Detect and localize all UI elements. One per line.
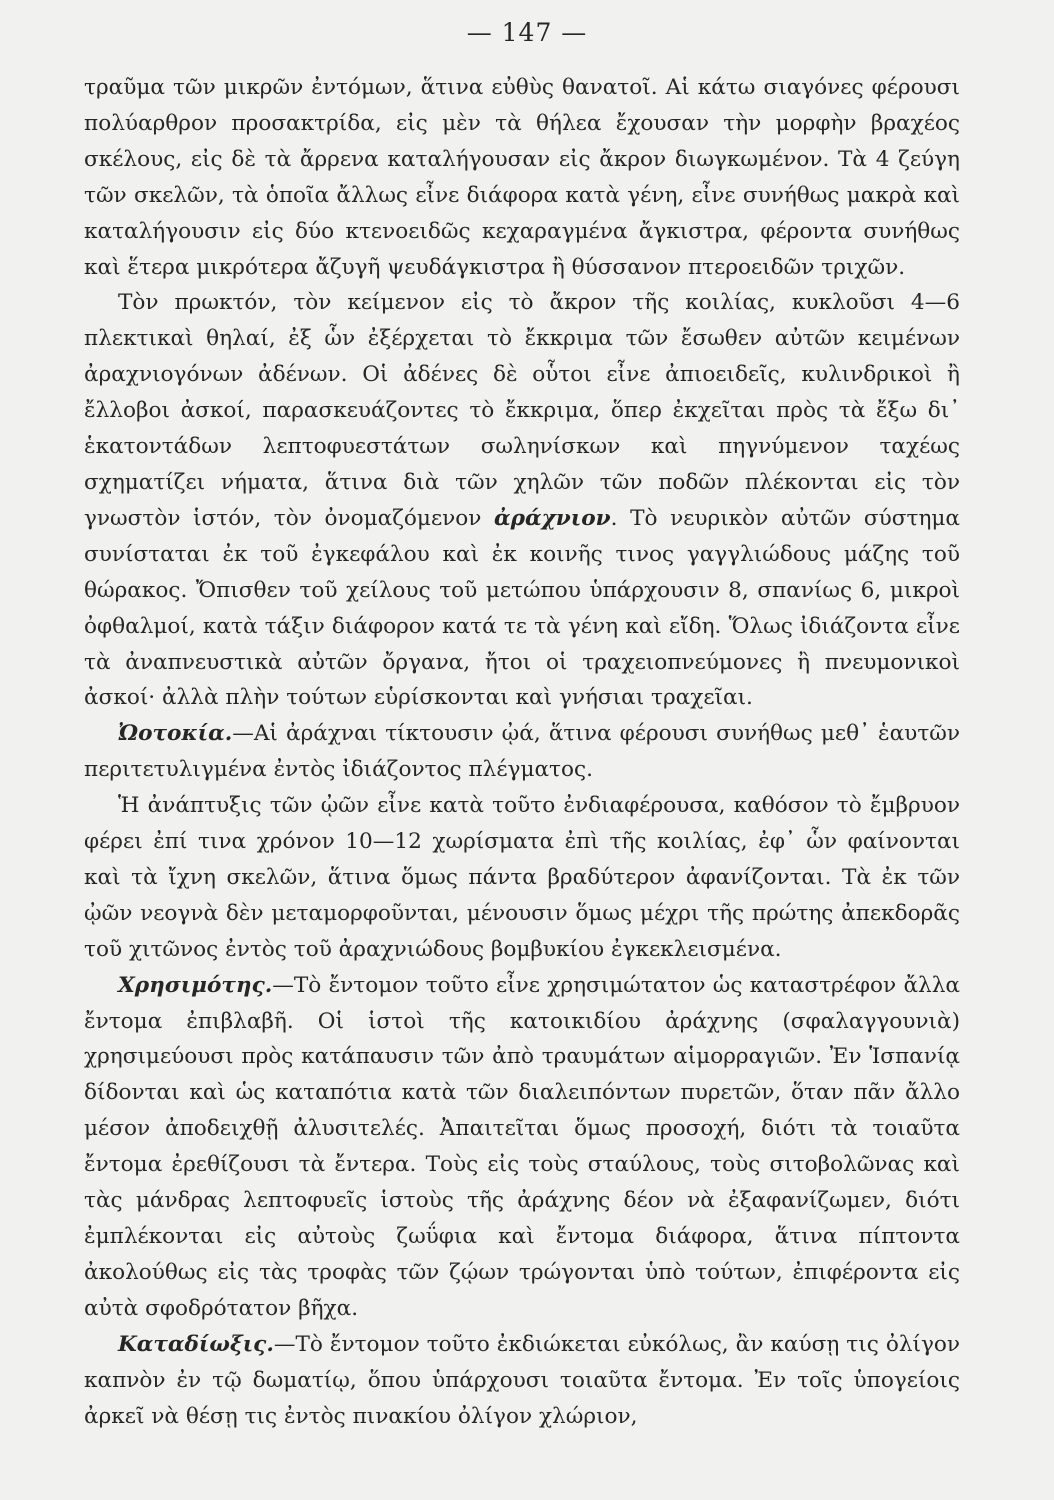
body-text (84, 70, 960, 1434)
heading-control: Καταδίωξις. (118, 1331, 274, 1357)
paragraph-spinnerets (84, 285, 960, 716)
paragraph-oviposition-text: —Αἱ ἀράχναι τίκτουσιν ᾠά, ἅτινα φέρουσι συνήθως μεθ᾽ ἑαυτῶν περιτετυλιγμένα ἐντὸς ἰδιάζοντος πλέγματος. (84, 721, 960, 783)
paragraph-usefulness (84, 968, 960, 1327)
paragraph-usefulness-text: —Τὸ ἔντομον τοῦτο εἶνε χρησιμώτατον ὡς καταστρέφον ἄλλα ἔντομα ἐπιβλαβῆ. Οἱ ἱστοὶ τῆς κατοικιδίου ἀράχνης (σφαλαγγουνιὰ) χρησιμεύουσι πρὸς κατάπαυσιν τῶν ἀπὸ τραυμάτων αἱμορραγιῶν. Ἐν Ἱσπανίᾳ δίδονται καὶ ὡς καταπότια κατὰ τῶν διαλειπόντων πυρετῶν, ὅταν πᾶν ἄλλο μέσον ἀποδειχθῇ ἀλυσιτελές. Ἀπαιτεῖται ὅμως προσοχή, διότι τὰ τοιαῦτα ἔντομα ἐρεθίζουσι τὰ ἔντερα. Τοὺς εἰς τοὺς σταύλους, τοὺς σιτοβολῶνας καὶ τὰς μάνδρας λεπτοφυεῖς ἱστοὺς τῆς ἀράχνης δέον νὰ ἐξαφανίζωμεν, διότι ἐμπλέκονται εἰς αὐτοὺς ζωΰφια καὶ ἔντομα διάφορα, ἅτινα πίπτοντα ἀκολούθως εἰς τὰς τροφὰς τῶν ζῴων τρώγονται ὑπὸ τούτων, ἐπιφέροντα εἰς αὐτὰ σφοδρότατον βῆχα. (84, 972, 960, 1321)
term-arachnion: ἀράχνιον (494, 505, 611, 531)
paragraph-spinnerets-text-a: Τὸν πρωκτόν, τὸν κείμενον εἰς τὸ ἄκρον τῆς κοιλίας, κυκλοῦσι 4—6 πλεκτικαὶ θηλαί, ἐξ ὧν ἐξέρχεται τὸ ἔκκριμα τῶν ἔσωθεν αὐτῶν κειμένων ἀραχνιογόνων ἀδένων. Οἱ ἀδένες δὲ οὗτοι εἶνε ἀπιοειδεῖς, κυλινδρικοὶ ἢ ἔλλοβοι ἀσκοί, παρασκευάζοντες τὸ ἔκκριμα, ὅπερ ἐκχεῖται πρὸς τὰ ἔξω δι᾽ ἑκατοντάδων λεπτοφυεστάτων σωληνίσκων καὶ πηγνύμενον ταχέως σχηματίζει νήματα, ἅτινα διὰ τῶν χηλῶν τῶν ποδῶν πλέκονται εἰς τὸν γνωστὸν ἱστόν, τὸν ὀνομαζόμενον (84, 290, 960, 531)
paragraph-development-text: Ἡ ἀνάπτυξις τῶν ᾠῶν εἶνε κατὰ τοῦτο ἐνδιαφέρουσα, καθόσον τὸ ἔμβρυον φέρει ἐπί τινα χρόνον 10—12 χωρίσματα ἐπὶ τῆς κοιλίας, ἐφ᾽ ὧν φαίνονται καὶ τὰ ἴχνη σκελῶν, ἅτινα ὅμως πάντα βραδύτερον ἀφανίζονται. Τὰ ἐκ τῶν ᾠῶν νεογνὰ δὲν μεταμορφοῦνται, μένουσιν ὅμως μέχρι τῆς πρώτης ἀπεκδορᾶς τοῦ χιτῶνος ἐντὸς τοῦ ἀραχνιώδους βομβυκίου ἐγκεκλεισμένα. (84, 793, 960, 962)
paragraph-spinnerets-text-b: . Τὸ νευρικὸν αὐτῶν σύστημα συνίσταται ἐκ τοῦ ἐγκεφάλου καὶ ἐκ κοινῆς τινος γαγγλιώδους μάζης τοῦ θώρακος. Ὄπισθεν τοῦ χείλους τοῦ μετώπου ὑπάρχουσιν 8, σπανίως 6, μικροὶ ὀφθαλμοί, κατὰ τάξιν διάφορον κατά τε τὰ γένη καὶ εἴδη. Ὅλως ἰδιάζοντα εἶνε τὰ ἀναπνευστικὰ αὐτῶν ὄργανα, ἤτοι οἱ τραχειοπνεύμονες ἢ πνευμονικοὶ ἀσκοί· ἀλλὰ πλὴν τούτων εὑρίσκονται καὶ γνήσιαι τραχεῖαι. (84, 505, 960, 711)
paragraph-control (84, 1327, 960, 1435)
paragraph-oviposition (84, 716, 960, 788)
paragraph-development (84, 788, 960, 968)
heading-usefulness: Χρησιμότης. (118, 972, 273, 998)
paragraph-anatomy-text: τραῦμα τῶν μικρῶν ἐντόμων, ἅτινα εὐθὺς θανατοῖ. Αἱ κάτω σιαγόνες φέρουσι πολύαρθρον προσακτρίδα, εἰς μὲν τὰ θήλεα ἔχουσαν τὴν μορφὴν βραχέος σκέλους, εἰς δὲ τὰ ἄρρενα καταλήγουσαν εἰς ἄκρον διωγκωμένον. Τὰ 4 ζεύγη τῶν σκελῶν, τὰ ὁποῖα ἄλλως εἶνε διάφορα κατὰ γένη, εἶνε συνήθως μακρὰ καὶ καταλήγουσιν εἰς δύο κτενοειδῶς κεχαραγμένα ἄγκιστρα, φέροντα συνήθως καὶ ἕτερα μικρότερα ἄζυγῆ ψευδάγκιστρα ἢ θύσσανον πτεροειδῶν τριχῶν. (84, 75, 960, 280)
heading-oviposition: Ὠοτοκία. (118, 721, 233, 747)
paragraph-anatomy (84, 70, 960, 285)
paragraph-control-text: —Τὸ ἔντομον τοῦτο ἐκδιώκεται εὐκόλως, ἂν καύσῃ τις ὀλίγον καπνὸν ἐν τῷ δωματίῳ, ὅπου ὑπάρχουσι τοιαῦτα ἔντομα. Ἐν τοῖς ὑπογείοις ἀρκεῖ νὰ θέσῃ τις ἐντὸς πινακίου ὀλίγον χλώριον, (84, 1331, 960, 1429)
page-number: — 147 — (466, 18, 588, 47)
